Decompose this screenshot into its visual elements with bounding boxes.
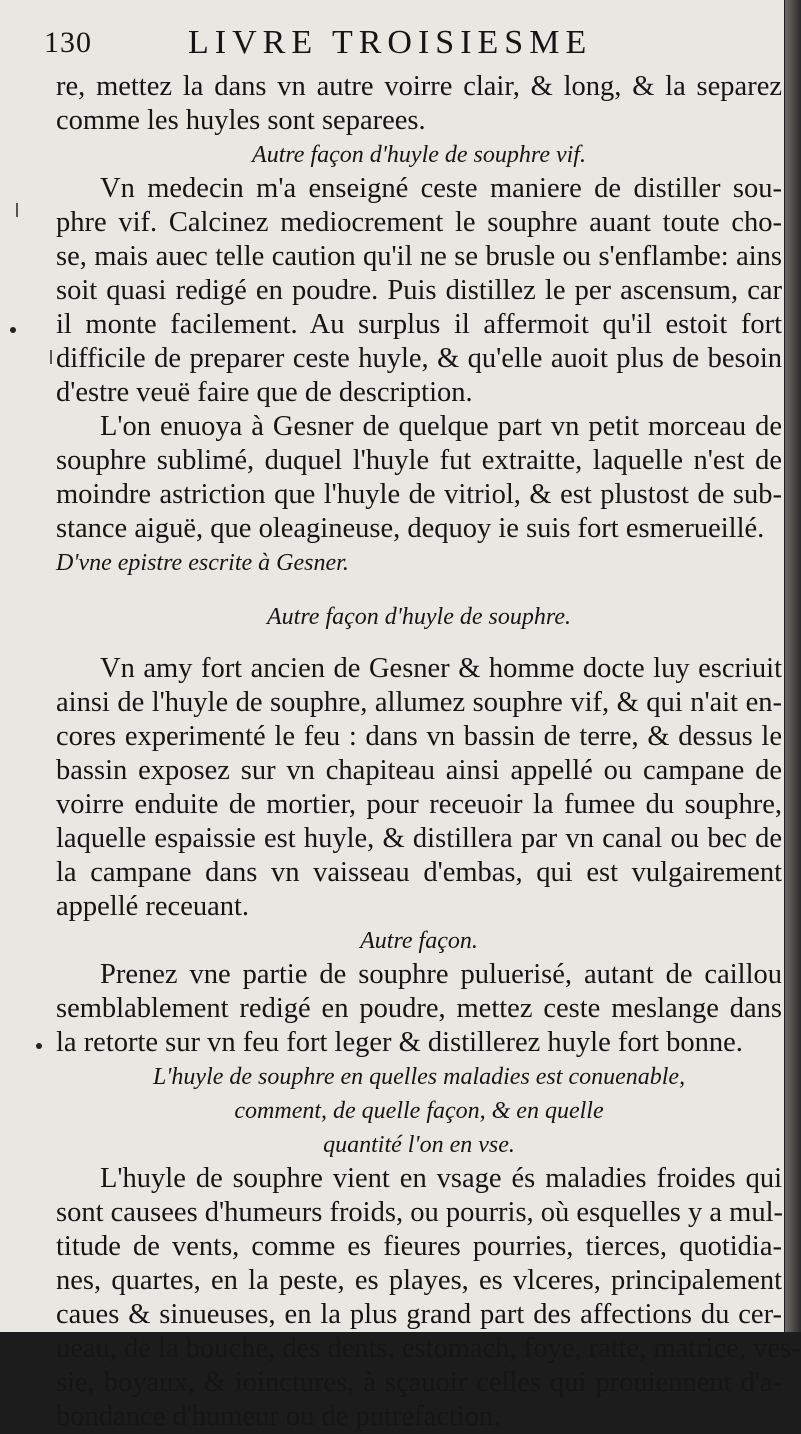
heading-line: Autre façon d'huyle de souphre. <box>267 604 571 630</box>
paragraph <box>56 172 782 410</box>
paragraph <box>56 410 782 546</box>
text-line: la campane dans vn vaisseau d'embas, qui est vulgairement <box>56 857 782 888</box>
text-line: phre vif. Calcinez mediocrement le souphre auant toute cho- <box>56 207 782 238</box>
text-line: d'estre veuë faire que de description. <box>56 377 473 408</box>
margin-mark <box>10 327 16 333</box>
heading-line: quantité l'on en vse. <box>323 1132 515 1158</box>
text-line: sont causees d'humeurs froids, ou pourris, où esquelles y a mul- <box>56 1197 784 1228</box>
italic-note <box>56 546 782 580</box>
text-line: L'on enuoya à Gesner de quelque part vn petit morceau de <box>100 411 782 442</box>
paragraph <box>56 1162 801 1434</box>
text-line: la retorte sur vn feu fort leger & distillerez huyle fort bonne. <box>56 1027 743 1058</box>
running-title: LIVRE TROISIESME <box>188 24 593 61</box>
text-line: titude de vents, comme es fieures pourries, tierces, quotidia- <box>56 1231 782 1262</box>
text-line: Vn amy fort ancien de Gesner & homme docte luy escriuit <box>100 653 782 684</box>
page-body <box>56 70 801 1434</box>
text-line: ainsi de l'huyle de souphre, allumez souphre vif, & qui n'ait en- <box>56 687 782 718</box>
text-line: sie, boyaux, & ioinctures, à sçauoir celles qui prouiennent d'a- <box>56 1367 782 1398</box>
text-line: re, mettez la dans vn autre voirre clair, & long, & la separez <box>56 71 782 102</box>
text-line: Prenez vne partie de souphre puluerisé, autant de caillou <box>100 959 782 990</box>
text-line: appellé receuant. <box>56 891 250 922</box>
text-line: moindre astriction que l'huyle de vitriol, & est plustost de sub- <box>56 479 782 510</box>
text-line: soit quasi redigé en poudre. Puis distillez le per ascensum, car <box>56 275 782 306</box>
heading-line: Autre façon. <box>360 928 478 954</box>
section-heading <box>56 600 782 634</box>
section-heading <box>56 138 782 172</box>
text-line: ueau, de la bouche, des dents, estomach, foye, ratte, matrice, ves- <box>56 1333 801 1364</box>
section-heading <box>56 924 782 958</box>
text-line: bondance d'humeur ou de putrefaction. <box>56 1401 501 1432</box>
text-line: se, mais auec telle caution qu'il ne se brusle ou s'enflambe: ains <box>56 241 782 272</box>
text-line: semblablement redigé en poudre, mettez ceste meslange dans <box>56 993 782 1024</box>
text-line: L'huyle de souphre vient en vsage és maladies froides qui <box>100 1163 782 1194</box>
text-line: voirre enduite de mortier, pour receuoir la fumee du souphre, <box>56 789 782 820</box>
margin-mark <box>16 203 18 217</box>
paragraph <box>56 652 782 924</box>
heading-line: comment, de quelle façon, & en quelle <box>234 1098 604 1124</box>
page-number: 130 <box>44 26 92 59</box>
margin-mark <box>50 350 52 364</box>
heading-line: L'huyle de souphre en quelles maladies est conuenable, <box>152 1064 686 1090</box>
margin-mark <box>36 1043 42 1049</box>
text-line: stance aiguë, que oleagineuse, dequoy ie suis fort esmerueillé. <box>56 513 765 544</box>
text-line: D'vne epistre escrite à Gesner. <box>56 550 349 576</box>
text-line: comme les huyles sont separees. <box>56 105 426 136</box>
heading-line: Autre façon d'huyle de souphre vif. <box>252 142 586 168</box>
section-heading <box>56 1060 782 1162</box>
text-line: bassin exposez sur vn chapiteau ainsi appellé ou campane de <box>56 755 782 786</box>
text-line: cores experimenté le feu : dans vn bassin de terre, & dessus le <box>56 721 782 752</box>
text-line: Vn medecin m'a enseigné ceste maniere de distiller sou- <box>100 173 782 204</box>
book-gutter-shadow <box>785 0 801 1332</box>
text-line: laquelle espaissie est huyle, & distillera par vn canal ou bec de <box>56 823 782 854</box>
paragraph <box>56 958 782 1060</box>
text-line: nes, quartes, en la peste, es playes, es vlceres, principalement <box>56 1265 782 1296</box>
page-header <box>44 24 764 68</box>
text-line: souphre sublimé, duquel l'huyle fut extraitte, laquelle n'est de <box>56 445 782 476</box>
text-line: il monte facilement. Au surplus il affermoit qu'il estoit fort <box>56 309 782 340</box>
paragraph <box>56 70 782 138</box>
text-line: caues & sinueuses, en la plus grand part des affections du cer- <box>56 1299 782 1330</box>
text-line: difficile de preparer ceste huyle, & qu'elle auoit plus de besoin <box>56 343 782 374</box>
